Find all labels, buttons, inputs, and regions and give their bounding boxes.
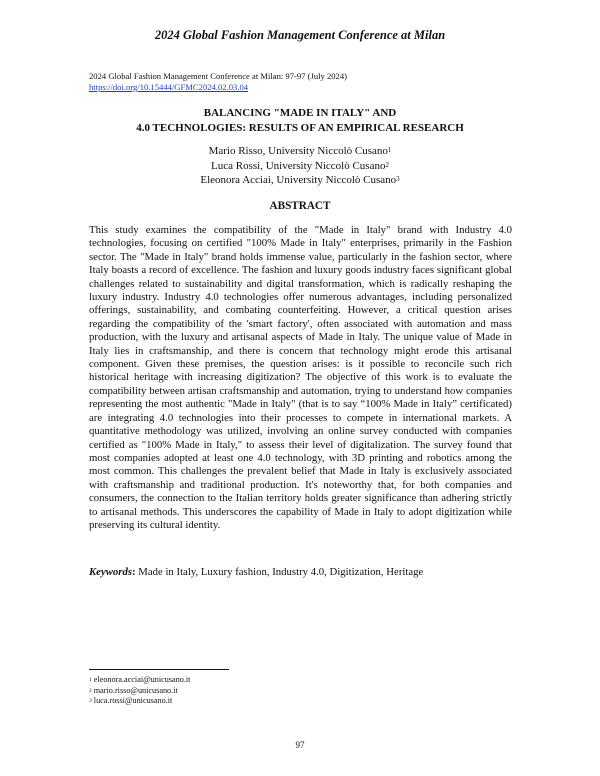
abstract-heading: ABSTRACT <box>269 200 331 212</box>
doi-link[interactable]: https://doi.org/10.15444/GFMC2024.02.03.04 <box>89 82 249 92</box>
footnote-email[interactable]: eleonora.acciai@unicusano.it <box>91 675 191 684</box>
footnote <box>89 686 190 697</box>
citation-block <box>89 71 347 93</box>
page-number: 97 <box>295 740 305 750</box>
footnote <box>89 696 190 707</box>
author-name: Luca Rossi, University Niccolò Cusano <box>211 159 386 172</box>
footnote-email[interactable]: luca.rossi@unicusano.it <box>91 696 173 706</box>
author-line <box>0 144 600 159</box>
footnote-number: 1 <box>89 677 92 683</box>
author-line <box>0 159 600 174</box>
running-header: 2024 Global Fashion Management Conference at Milan <box>154 28 446 42</box>
keywords-line <box>89 566 512 578</box>
keywords-separator: : <box>132 566 136 578</box>
title-line-2: 4.0 TECHNOLOGIES: RESULTS OF AN EMPIRICAL RESEARCH <box>136 121 464 134</box>
keywords-text: Made in Italy, Luxury fashion, Industry 4.0, Digitization, Heritage <box>135 566 424 578</box>
keywords-label: Keywords <box>89 566 132 578</box>
author-name: Eleonora Acciai, University Niccolò Cusano <box>200 174 397 186</box>
paper-title <box>0 106 600 135</box>
footnotes <box>89 675 190 707</box>
footnote <box>89 675 190 686</box>
author-line <box>0 173 600 188</box>
footnote-number: 3 <box>89 698 92 705</box>
author-list <box>0 144 600 188</box>
footnote-marker[interactable]: 1 <box>387 146 392 154</box>
citation-line: 2024 Global Fashion Management Conference at Milan: 97-97 (July 2024) <box>89 71 347 81</box>
footnote-marker[interactable]: 3 <box>396 175 400 183</box>
footnote-divider <box>89 669 229 670</box>
abstract-body: This study examines the compatibility of the "Made in Italy" brand with Industry 4.0 technologies, focusing on certified "100% Made in Italy" enterprises, primarily in the Fashion sector. The "Made in Italy" brand holds immense value, particularly in the fashion sector, where Italy boasts a record of excellence. The fashion and luxury goods industry faces significant global challenges related to sustainability and digital transformation, which is radically reshaping the luxury industry. Industry 4.0 technologies offer numerous advantages, including personalized offerings, sustainability, and combating counterfeiting. However, a critical question arises regarding the compatibility of the 'smart factory', often associated with automation and mass production, with the luxury and artisanal aspects of Made in Italy. The unique value of Made in Italy lies in craftsmanship, and there is concern that technology might erode this artisanal component. Given these premises, the question arises: is it possible to reconcile such rich historical heritage with increasing digitization? The objective of this work is to evaluate the compatibility between artisan craftsmanship and automation, trying to understand how companies representing the most authentic "Made in Italy" (that is to say “100% Made in Italy” certificated) are integrating 4.0 technologies into their processes to compete in international markets. A quantitative methodology was utilized, involving an online survey conducted with companies certified as "100% Made in Italy," to assess their level of digitalization. The survey found that most companies adopted at least one 4.0 technology, with 3D printing and robotics among the most common. This challenges the prevalent belief that Made in Italy is exclusively associated with craftsmanship and traditional production. It's noteworthy that, for both companies and consumers, the connection to the Italian territory holds greater significance than adhering strictly to artisanal methods. This underscores the capability of Made in Italy to adopt digitization while preserving its cultural identity. <box>89 224 512 531</box>
footnote-number: 2 <box>89 687 92 694</box>
title-line-1: BALANCING "MADE IN ITALY" AND <box>203 107 397 119</box>
footnote-email[interactable]: mario.risso@unicusano.it <box>91 685 178 695</box>
author-name: Mario Risso, University Niccolò Cusano <box>208 145 388 157</box>
footnote-marker[interactable]: 2 <box>385 160 389 169</box>
